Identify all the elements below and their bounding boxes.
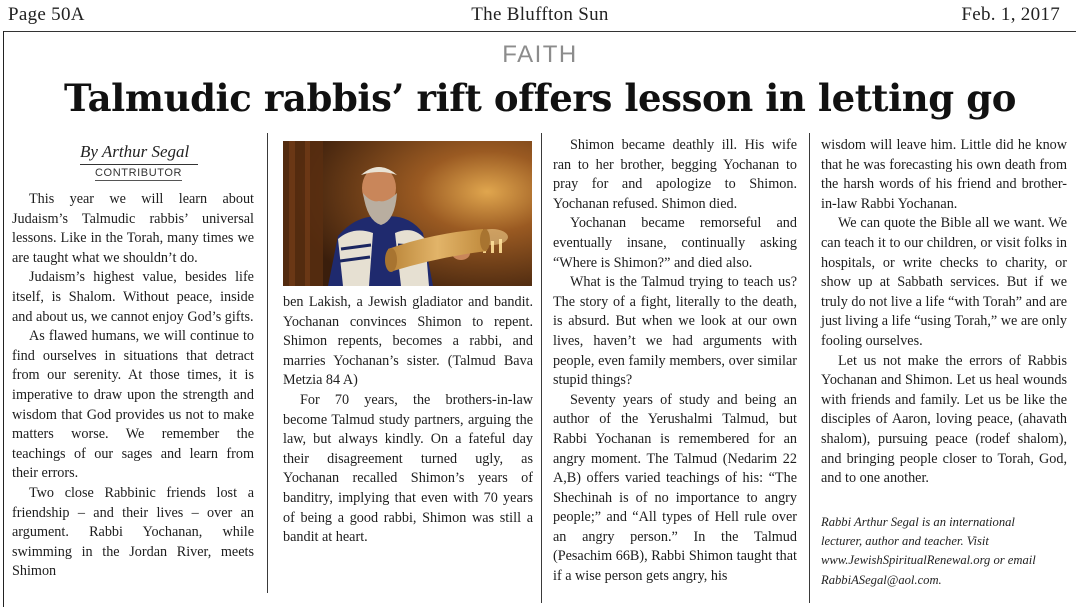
page-number: Page 50A [8, 4, 85, 25]
column-rule [267, 133, 268, 593]
issue-date: Feb. 1, 2017 [961, 4, 1060, 25]
article-column-2 [283, 293, 533, 548]
rabbi-reading-scroll-photo [283, 141, 532, 286]
paragraph: What is the Talmud trying to teach us? The story of a fight, literally to the death, is absurd. But when we look at our own lives, haven’t we had arguments with people, even family members, over similar stupid things? [553, 274, 797, 389]
article-column-3 [553, 136, 797, 587]
paragraph: As flawed humans, we will continue to find ourselves in situations that detract from our serenity. At those times, it is imperative to draw upon the strength and wisdom that God provides us not to make matters worse. We remember the teachings of our sages and learn from their errors. [12, 328, 254, 482]
paragraph: Judaism’s highest value, besides life itself, is Shalom. Without peace, inside and about us, we cannot enjoy God’s gifts. [12, 269, 254, 325]
author-tagline [821, 513, 1061, 590]
paragraph: Yochanan became remorseful and eventually insane, continually asking “Where is Shimon?” and died also. [553, 215, 797, 271]
article-column-1 [12, 190, 254, 582]
byline-role: CONTRIBUTOR [95, 167, 183, 179]
header-rule [4, 31, 1076, 32]
byline-rule [80, 164, 198, 165]
paragraph: Let us not make the errors of Rabbis Yochanan and Shimon. Let us heal wounds with friends and family. Let us be like the disciples of Aaron, loving peace, (ahavath shalom), pursuing peace (rodef shalom), and bringing people closer to Torah, God, and to one another. [821, 352, 1067, 487]
paragraph: This year we will learn about Judaism’s Talmudic rabbis’ universal lessons. Like in the Torah, many times we are taught what we shouldn’t do. [12, 191, 254, 266]
tagline-line: Rabbi Arthur Segal is an international [821, 515, 1015, 529]
paragraph: Seventy years of study and being an author of the Yerushalmi Talmud, but Rabbi Yochanan is remembered for an angry moment. The Talmud (Nedarim 22 A,B) offers varied teachings of his: “The Shechinah is of no importance to angry people;” and “All types of Hell rule over an angry person.” In the Talmud (Pesachim 66B), Rabbi Shimon taught that if a wise person gets angry, his [553, 391, 797, 585]
paragraph: We can quote the Bible all we want. We can teach it to our children, or visit folks in hospitals, or write checks to charity, or show up at Sabbath services. But if we truly do not live a life “with Torah” and are just living a life “using Torah,” we are only fooling ourselves. [821, 215, 1067, 349]
paragraph: Shimon became deathly ill. His wife ran to her brother, begging Yochanan to pray for and apologize to Shimon. Yochanan refused. Shimon died. [553, 137, 797, 212]
column-rule [541, 133, 542, 603]
column-rule [809, 133, 810, 603]
tagline-line: lecturer, author and teacher. Visit [821, 534, 989, 549]
tagline-email[interactable]: RabbiASegal@aol.com. [821, 572, 942, 587]
paragraph: wisdom will leave him. Little did he know that he was forecasting his own death from the harsh words of his friend and brother-in-law Rabbi Yochanan. [821, 137, 1067, 212]
article-column-4 [821, 136, 1067, 489]
byline-author: By Arthur Segal [80, 142, 190, 161]
article-headline: Talmudic rabbis’ rift offers lesson in letting go [64, 76, 1016, 120]
section-label: FAITH [502, 41, 578, 68]
paragraph: Two close Rabbinic friends lost a friendship – and their lives – over an argument. Rabbi Yochanan, while swimming in the Jordan River, meets Shimon [12, 484, 254, 580]
tagline-website[interactable]: www.JewishSpiritualRenewal.org or email [821, 553, 1036, 568]
article-photo [283, 141, 532, 286]
newspaper-name: The Bluffton Sun [471, 4, 609, 25]
paragraph: ben Lakish, a Jewish gladiator and bandit. Yochanan convinces Shimon to repent. Shimon repents, becomes a rabbi, and marries Yochanan’s sister. (Talmud Bava Metzia 84 A) [283, 294, 533, 389]
paragraph: For 70 years, the brothers-in-law become Talmud study partners, arguing the law, but always kindly. On a fateful day their disagreement turned ugly, as Yochanan recalled Shimon’s years of banditry, implying that even with 70 years of being a good rabbi, Shimon was still a bandit at heart. [283, 391, 533, 546]
